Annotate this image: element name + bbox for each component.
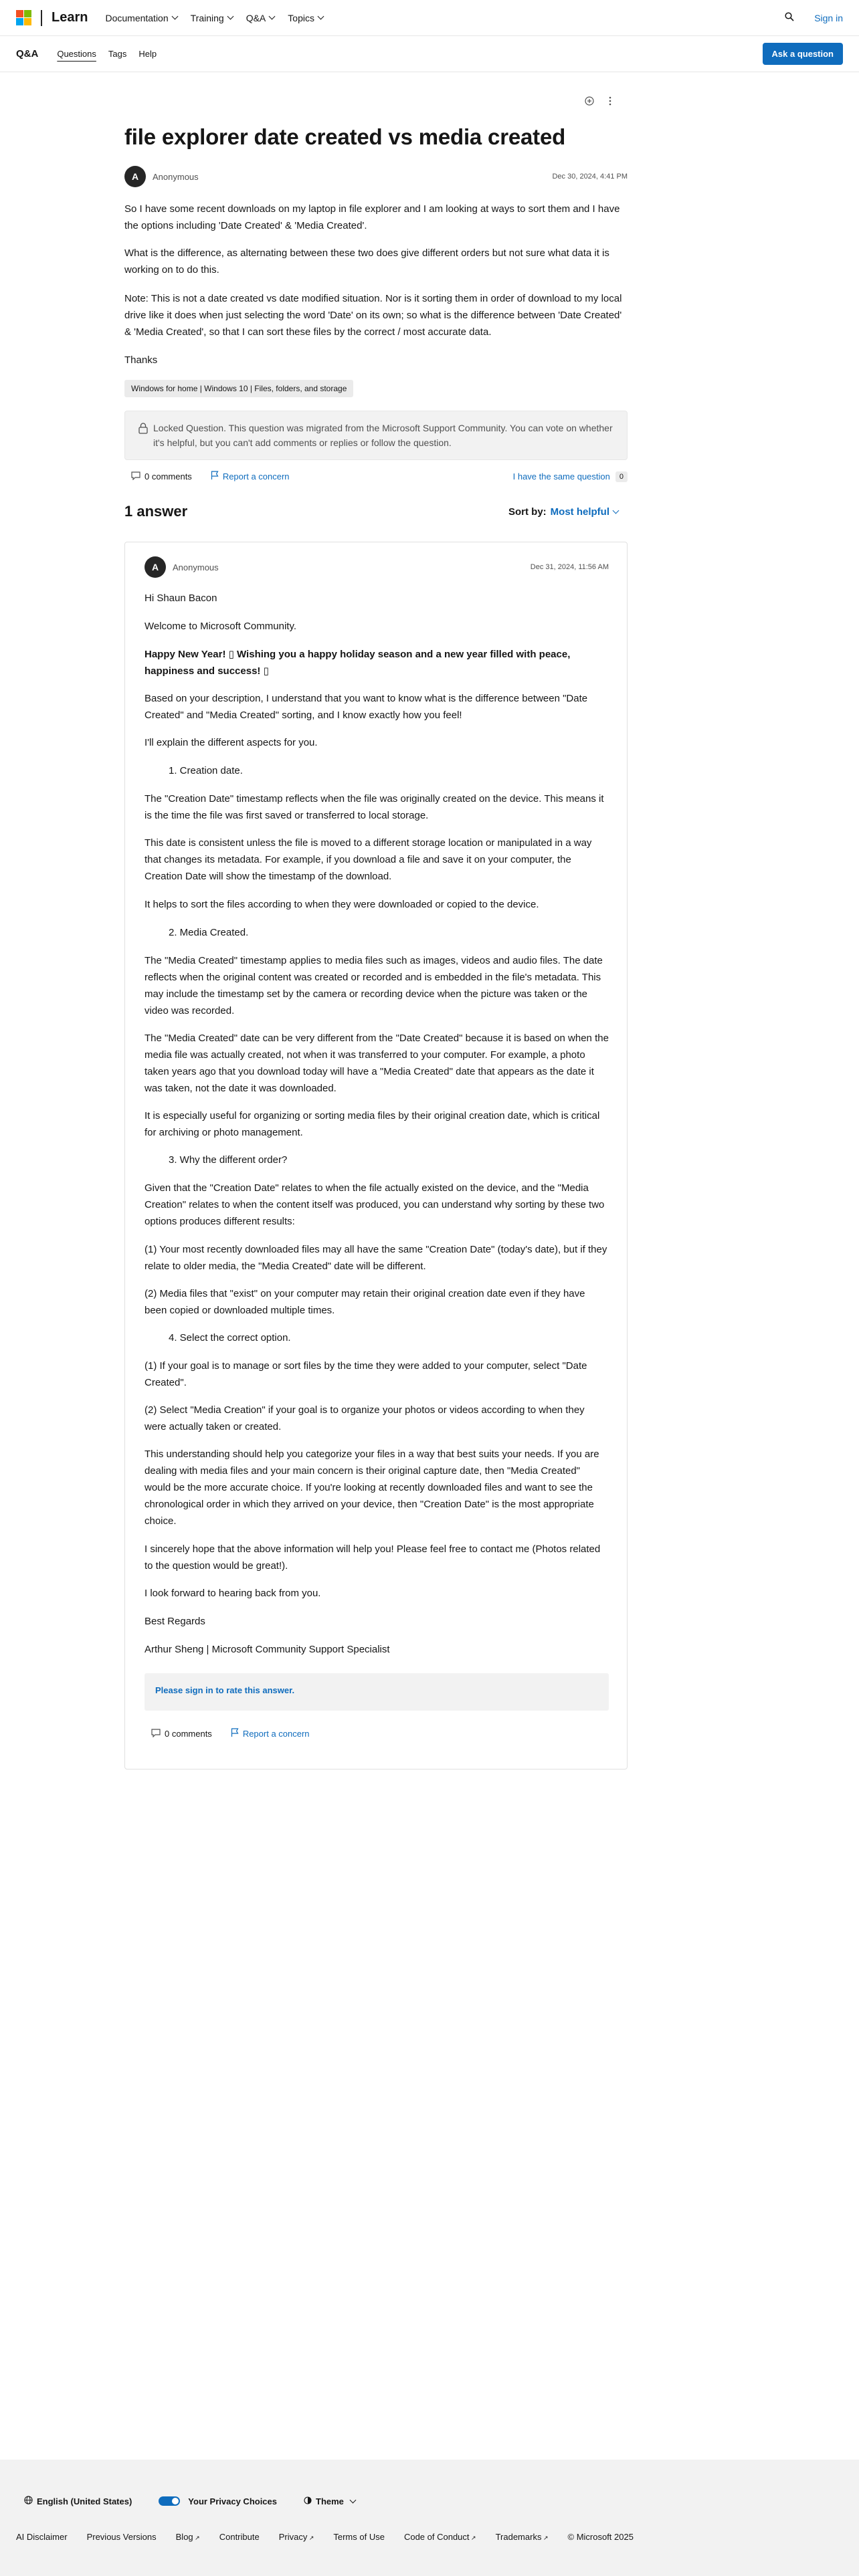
learn-brand-link[interactable]: Learn	[52, 10, 88, 25]
footer-link-privacy[interactable]	[279, 2532, 314, 2542]
answer-author: Anonymous	[173, 562, 219, 572]
ask-question-button[interactable]: Ask a question	[763, 43, 843, 65]
chevron-down-icon	[269, 13, 276, 20]
qa-subnav	[57, 49, 157, 59]
answer-paragraph: (2) Media files that "exist" on your computer may retain their original creation date even if they have been copied or downloaded multiple times.	[145, 1288, 585, 1316]
sort-label: Sort by:	[508, 506, 547, 518]
footer-links	[16, 2532, 634, 2542]
logo-square-red	[16, 10, 23, 17]
nav-qa-label: Q&A	[246, 12, 266, 23]
answer-paragraph: Hi Shaun Bacon	[145, 593, 217, 604]
chevron-down-icon	[349, 2496, 356, 2503]
answer-paragraph: Arthur Sheng | Microsoft Community Support Specialist	[145, 1644, 390, 1655]
answer-paragraph: This date is consistent unless the file is moved to a different storage location or manipulated in a way that changes its metadata. For example, if you download a file and save it on your computer, the Creation Date will show the timestamp of the download.	[145, 837, 592, 882]
answers-count: 1 answer	[124, 503, 188, 520]
avatar: A	[145, 556, 166, 578]
answer-paragraph: This understanding should help you categorize your files in a way that best suits your needs. If you are dealing with media files and your main concern is their original capture date, then "Media Created" would be the more accurate choice. If you're looking at recently downloaded files and want to see the chronological order in which they arrived on your device, then "Creation Date" is the most appropriate choice.	[145, 1448, 599, 1527]
question-author: Anonymous	[153, 171, 199, 182]
locked-notice-text: Locked Question. This question was migrated from the Microsoft Support Community. You can vote on whether it's helpful, but you can't add comments or replies or follow the question.	[153, 423, 613, 448]
answer-list-item: 2. Media Created.	[169, 927, 249, 938]
chevron-down-icon	[318, 13, 324, 20]
answer-meta-row	[151, 1728, 606, 1739]
footer-link-trademarks-label: Trademarks	[495, 2532, 542, 2542]
sign-in-link[interactable]: Sign in	[814, 12, 843, 23]
comment-icon	[131, 471, 140, 482]
question-meta-row	[131, 471, 628, 482]
question-paragraph: So I have some recent downloads on my laptop in file explorer and I am looking at ways to sort them and I have the options including 'Date Created' & 'Media Created'.	[124, 203, 620, 231]
nav-documentation[interactable]	[105, 13, 177, 23]
logo-square-blue	[16, 18, 23, 25]
footer-link-previous-versions[interactable]: Previous Versions	[86, 2532, 157, 2542]
sort-selected-value: Most helpful	[550, 506, 609, 518]
comment-icon	[151, 1729, 161, 1739]
answer-paragraph: I sincerely hope that the above information will help you! Please feel free to contact me (Photos related to the question would be great!).	[145, 1543, 601, 1572]
answer-paragraph: It helps to sort the files according to when they were downloaded or copied to the device.	[145, 899, 539, 910]
microsoft-logo[interactable]	[16, 10, 31, 25]
question-report-link[interactable]	[211, 471, 290, 482]
same-question-group	[513, 471, 628, 482]
chevron-down-icon	[227, 13, 233, 20]
footer-link-privacy-label: Privacy	[278, 2532, 308, 2542]
nav-documentation-label: Documentation	[105, 12, 169, 23]
nav-qa[interactable]	[246, 13, 275, 23]
more-options-icon[interactable]	[609, 96, 611, 109]
question-date: Dec 30, 2024, 4:41 PM	[552, 173, 628, 181]
footer-link-terms[interactable]: Terms of Use	[333, 2532, 385, 2542]
theme-selector[interactable]	[304, 2496, 355, 2506]
rate-answer-box[interactable]	[145, 1673, 609, 1711]
answer-paragraph: The "Media Created" date can be very different from the "Date Created" because it is based on when the media file was actually created, not when it was transferred to your computer. For example, a photo taken years ago that you download today will have a "Media Created" date that appears as the date it was taken, not the date it was downloaded.	[145, 1033, 609, 1094]
answer-list-item: 1. Creation date.	[169, 765, 243, 776]
logo-square-green	[24, 10, 31, 17]
answer-paragraph: I'll explain the different aspects for you.	[145, 737, 318, 748]
question-comments-label: 0 comments	[145, 471, 192, 481]
rate-answer-label: Please sign in to rate this answer.	[155, 1685, 295, 1695]
answer-comments-label: 0 comments	[165, 1729, 212, 1739]
nav-topics[interactable]	[288, 13, 323, 23]
privacy-toggle-icon	[159, 2496, 180, 2506]
answer-report-link[interactable]	[231, 1728, 310, 1739]
answers-header	[124, 503, 628, 520]
question-paragraph: Note: This is not a date created vs date modified situation. Nor is it sorting them in order of download to my local drive like it does when just selecting the word 'Date' on its own; so what is the difference between 'Date Created' & 'Media Created', so that I can sort these files by the correct / most accurate data.	[124, 293, 622, 338]
answer-paragraph: Based on your description, I understand that you want to know what is the difference between "Date Created" and "Media Created" sorting, and I know exactly how you feel!	[145, 693, 588, 721]
question-paragraph: Thanks	[124, 354, 158, 366]
nav-training[interactable]	[191, 13, 233, 23]
privacy-choices-label: Your Privacy Choices	[188, 2496, 278, 2506]
chevron-down-icon	[613, 507, 619, 514]
flag-icon	[211, 471, 219, 482]
logo-square-yellow	[24, 18, 31, 25]
answer-paragraph: Welcome to Microsoft Community.	[145, 621, 296, 632]
qa-section-title[interactable]: Q&A	[16, 48, 39, 60]
same-question-button[interactable]: I have the same question	[512, 471, 610, 481]
page-footer	[0, 2460, 859, 2576]
chevron-down-icon	[171, 13, 178, 20]
language-selector[interactable]	[24, 2496, 132, 2506]
avatar: A	[124, 166, 146, 187]
footer-link-contribute[interactable]: Contribute	[219, 2532, 260, 2542]
answer-paragraph: It is especially useful for organizing or sorting media files by their original creation date, which is critical for archiving or photo management.	[145, 1110, 600, 1138]
question-comments-link[interactable]	[131, 471, 192, 482]
answer-paragraph: Happy New Year! ▯ Wishing you a happy holiday season and a new year filled with peace, happiness and success! ▯	[145, 649, 571, 677]
answer-comments-link[interactable]	[151, 1729, 212, 1739]
tab-tags[interactable]: Tags	[108, 49, 127, 59]
external-link-icon: ↗	[469, 2535, 476, 2541]
brand-divider	[41, 10, 42, 26]
question-report-label: Report a concern	[222, 471, 290, 481]
search-icon[interactable]	[785, 12, 794, 23]
answer-paragraph: (2) Select "Media Creation" if your goal is to organize your photos or videos according to when they were actually taken or created.	[145, 1404, 585, 1432]
answer-paragraph: The "Media Created" timestamp applies to media files such as images, videos and audio files. The date reflects when the original content was created or recorded and is embedded in the file's metadata. This may include the timestamp set by the camera or recording device when the picture was taken or the video was recorded.	[145, 955, 603, 1016]
question-tag[interactable]: Windows for home | Windows 10 | Files, folders, and storage	[124, 380, 353, 397]
tab-help[interactable]: Help	[138, 49, 157, 59]
external-link-icon: ↗	[307, 2535, 314, 2541]
answer-paragraph: The "Creation Date" timestamp reflects when the file was originally created on the device. This means it is the time the file was first saved or transferred to local storage.	[145, 793, 604, 821]
answer-date: Dec 31, 2024, 11:56 AM	[530, 563, 609, 571]
nav-training-label: Training	[190, 12, 224, 23]
answer-report-label: Report a concern	[242, 1729, 310, 1739]
header-actions	[785, 12, 843, 23]
external-link-icon: ↗	[541, 2535, 549, 2541]
question-actions	[585, 96, 611, 109]
add-icon[interactable]	[585, 96, 594, 109]
answer-paragraph: I look forward to hearing back from you.	[145, 1588, 321, 1599]
footer-link-ai-disclaimer[interactable]: AI Disclaimer	[16, 2532, 68, 2542]
answer-paragraph: (1) Your most recently downloaded files may all have the same "Creation Date" (today's date), but if they relate to older media, the "Media Created" date will be different.	[145, 1244, 607, 1272]
answer-paragraph: (1) If your goal is to manage or sort files by the time they were added to your computer, select "Date Created".	[145, 1360, 587, 1388]
copyright: © Microsoft 2025	[567, 2532, 634, 2542]
language-label: English (United States)	[37, 2496, 132, 2506]
sort-control[interactable]	[508, 506, 618, 518]
tab-questions[interactable]: Questions	[57, 49, 96, 59]
external-link-icon: ↗	[193, 2535, 200, 2541]
answer-list-item: 4. Select the correct option.	[169, 1332, 291, 1344]
answer-author-row	[145, 556, 609, 578]
answer-paragraph: Best Regards	[145, 1616, 205, 1627]
top-nav	[105, 13, 323, 23]
question-author-row	[124, 166, 628, 187]
footer-link-blog[interactable]	[176, 2532, 200, 2542]
footer-link-code-of-conduct[interactable]	[404, 2532, 476, 2542]
top-header	[0, 0, 859, 36]
flag-icon	[231, 1728, 239, 1739]
footer-link-code-of-conduct-label: Code of Conduct	[403, 2532, 470, 2542]
theme-label: Theme	[316, 2496, 344, 2506]
qa-subheader	[0, 36, 859, 72]
locked-question-notice	[124, 411, 628, 460]
question-title: file explorer date created vs media created	[124, 124, 566, 149]
footer-controls	[24, 2496, 355, 2506]
nav-topics-label: Topics	[288, 12, 314, 23]
footer-link-blog-label: Blog	[175, 2532, 193, 2542]
same-question-count: 0	[615, 471, 628, 482]
question-paragraph: What is the difference, as alternating between these two does give different orders but not sure what data it is working on to do this.	[124, 247, 609, 276]
globe-icon	[24, 2496, 33, 2506]
theme-icon	[304, 2496, 312, 2506]
lock-icon	[138, 423, 148, 459]
answer-paragraph: Given that the "Creation Date" relates to when the file actually existed on the device, and the "Media Creation" relates to when the content itself was produced, you can understand why sorting by these two options produces different results:	[145, 1182, 605, 1227]
answer-list-item: 3. Why the different order?	[169, 1154, 288, 1166]
privacy-choices-link[interactable]	[159, 2496, 277, 2506]
footer-link-trademarks[interactable]	[496, 2532, 549, 2542]
